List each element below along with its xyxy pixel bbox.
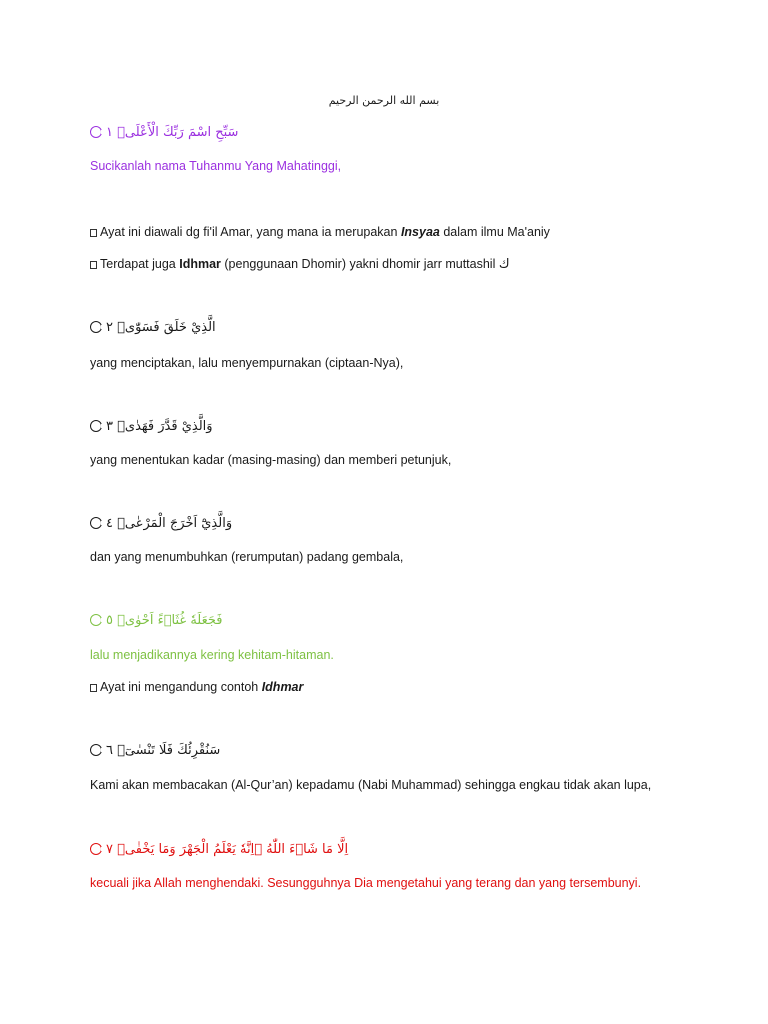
note-1-post: dalam ilmu Ma'aniy <box>439 225 550 239</box>
verse-end-icon <box>90 843 102 855</box>
note-1 <box>90 224 550 240</box>
verse-4-translation: dan yang menumbuhkan (rerumputan) padang gembala, <box>90 550 404 564</box>
note-3-emph: Idhmar <box>261 680 304 694</box>
verse-arabic-text: سَنُقْرِئُكَ فَلَا تَنْسٰىٓۖ ٦ <box>106 742 221 758</box>
verse-1-translation: Sucikanlah nama Tuhanmu Yang Mahatinggi, <box>90 159 342 173</box>
verse-6-arabic <box>90 740 220 760</box>
verse-7-translation: kecuali jika Allah menghendaki. Sesungguhnya Dia mengetahui yang terang dan yang tersembunyi. <box>90 876 642 890</box>
basmala: بسم الله الرحمن الرحيم <box>328 94 440 107</box>
verse-5-translation: lalu menjadikannya kering kehitam-hitaman. <box>90 648 334 662</box>
verse-2-translation: yang menciptakan, lalu menyempurnakan (ciptaan-Nya), <box>90 356 404 370</box>
verse-5-arabic <box>90 610 222 630</box>
note-2-post: (penggunaan Dhomir) yakni dhomir jarr muttashil <box>220 257 499 271</box>
verse-6-translation: Kami akan membacakan (Al-Qur’an) kepadamu (Nabi Muhammad) sehingga engkau tidak akan lupa, <box>90 778 652 792</box>
verse-7-arabic <box>90 839 348 859</box>
verse-arabic-text: وَالَّذِيْ قَدَّرَ فَهَدٰىۖ ٣ <box>106 418 213 434</box>
note-2-emph: Idhmar <box>179 257 221 271</box>
verse-end-icon <box>90 614 102 626</box>
verse-arabic-text: وَالَّذِيْٓ اَخْرَجَ الْمَرْعٰىۖ ٤ <box>106 515 233 531</box>
note-2 <box>90 256 510 273</box>
note-1-pre: Ayat ini diawali dg fi'il Amar, yang mana ia merupakan <box>100 225 401 239</box>
verse-arabic-text: اِلَّا مَا شَاۤءَ اللّٰهُ ۗاِنَّهٗ يَعْلَمُ الْجَهْرَ وَمَا يَخْفٰىۗ ٧ <box>106 841 349 857</box>
verse-3-arabic <box>90 416 213 436</box>
verse-end-icon <box>90 744 102 756</box>
verse-end-icon <box>90 517 102 529</box>
note-2-arabic: ك <box>498 257 510 272</box>
verse-1-arabic <box>90 122 238 142</box>
verse-arabic-text: فَجَعَلَهٗ غُثَاۤءً اَحْوٰىۖ ٥ <box>106 612 223 628</box>
verse-end-icon <box>90 126 102 138</box>
verse-4-arabic <box>90 513 232 533</box>
bullet-icon <box>90 684 97 692</box>
note-2-pre: Terdapat juga <box>100 257 180 271</box>
verse-3-translation: yang menentukan kadar (masing-masing) dan memberi petunjuk, <box>90 453 452 467</box>
verse-end-icon <box>90 420 102 432</box>
bullet-icon <box>90 229 97 237</box>
bullet-icon <box>90 261 97 269</box>
verse-end-icon <box>90 321 102 333</box>
verse-2-arabic <box>90 317 216 337</box>
note-1-emph: Insyaa <box>400 225 440 239</box>
verse-arabic-text: سَبِّحِ اسْمَ رَبِّكَ الْأَعْلَىۙ ١ <box>106 124 239 140</box>
verse-arabic-text: الَّذِيْ خَلَقَ فَسَوّٰىۖ ٢ <box>106 319 216 335</box>
note-3-pre: Ayat ini mengandung contoh <box>100 680 262 694</box>
note-3 <box>90 679 303 695</box>
